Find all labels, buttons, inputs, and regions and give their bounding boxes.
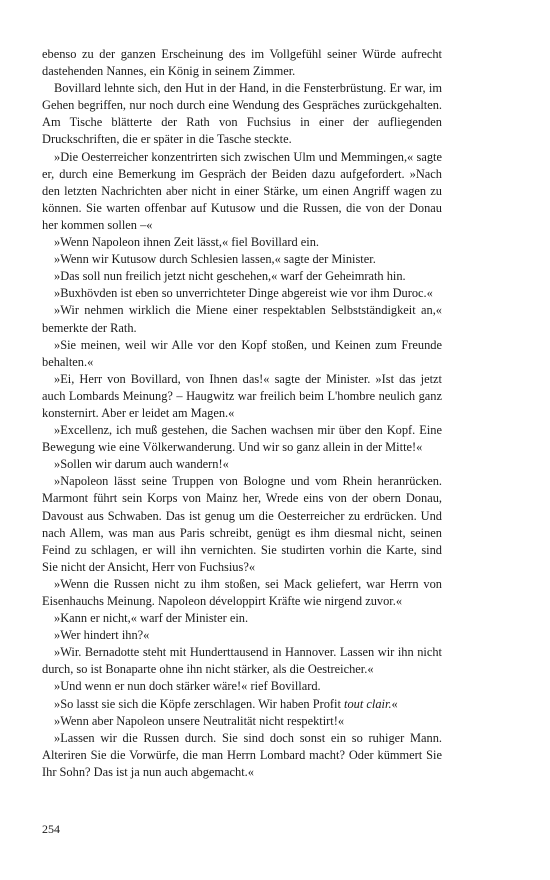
paragraph: »Kann er nicht,« warf der Minister ein. (54, 611, 249, 626)
paragraph: »Wenn aber Napoleon unsere Neutralität nicht respektirt!« (54, 713, 345, 728)
paragraph: »Das soll nun freilich jetzt nicht geschehen,« warf der Geheimrath hin. (54, 269, 406, 284)
paragraph: »Excellenz, ich muß gestehen, die Sachen wachsen mir über den Kopf. Eine Bewegung wie eine Völkerwanderung. Und wir so ganz allein in der Mitte!« (42, 423, 442, 455)
paragraph: »Wenn Napoleon ihnen Zeit lässt,« fiel Bovillard ein. (54, 235, 319, 250)
closing-quote: « (391, 696, 398, 711)
paragraph-text: »So lasst sie sich die Köpfe zerschlagen. Wir haben Profit (54, 696, 345, 711)
paragraph: »Wir nehmen wirklich die Miene einer respektablen Selbstständigkeit an,« bemerkte der Rath. (42, 303, 442, 335)
paragraph: »Sollen wir darum auch wandern!« (54, 457, 229, 472)
body-text (42, 46, 442, 781)
italic-phrase: tout clair. (344, 696, 392, 711)
paragraph: »Ei, Herr von Bovillard, von Ihnen das!« sagte der Minister. »Ist das jetzt auch Lombards Meinung? – Haugwitz war freilich beim L'hombre neulich ganz konsternirt. Aber er leidet am Magen.« (42, 371, 442, 420)
paragraph: »Wenn wir Kutusow durch Schlesien lassen,« sagte der Minister. (54, 252, 376, 267)
paragraph: »Lassen wir die Russen durch. Sie sind doch sonst ein so ruhiger Mann. Alteriren Sie die Vorwürfe, die man Herrn Lombard macht? Oder kümmert Sie Ihr Sohn? Das ist ja nun auch abgemacht.« (42, 730, 442, 779)
paragraph (42, 696, 442, 713)
paragraph: »Wenn die Russen nicht zu ihm stoßen, sei Mack geliefert, war Herrn von Eisenhauchs Meinung. Napoleon développirt Kräfte wie nirgend zuvor.« (42, 576, 442, 608)
page-number: 254 (42, 822, 60, 836)
paragraph: »Sie meinen, weil wir Alle vor den Kopf stoßen, und Keinen zum Freunde behalten.« (42, 337, 442, 369)
paragraph: »Buxhövden ist eben so unverrichteter Dinge abgereist wie vor ihm Duroc.« (54, 286, 433, 301)
paragraph: »Wer hindert ihn?« (54, 628, 150, 643)
paragraph: »Und wenn er nun doch stärker wäre!« rief Bovillard. (54, 679, 321, 694)
paragraph: »Napoleon lässt seine Truppen von Bologne und vom Rhein heranrücken. Marmont führt sein Korps von Mainz her, Wrede eins von der obern Donau, Davoust aus Schwaben. Das ist genug um die Oesterreicher zu erdrücken. Und nach Allem, was man aus Paris schreibt, genügt es ihm diesmal nicht, seinen Feind zu schlagen, er will ihn vernichten. Sie studirten vorhin die Karte, sind Sie nicht der Ansicht, Herr von Fuchsius?« (42, 474, 442, 574)
paragraph: »Die Oesterreicher konzentrirten sich zwischen Ulm und Memmingen,« sagte er, durch eine Bemerkung im Gespräch der Beiden dazu aufgefordert. »Nach den letzten Nachrichten aber nicht in einer Stärke, um einen Angriff wagen zu können. Sie warten offenbar auf Kutusow und die Russen, die von der Donau her kommen sollen –« (42, 149, 442, 232)
paragraph: ebenso zu der ganzen Erscheinung des im Vollgefühl seiner Würde aufrecht dastehenden Nannes, ein König in seinem Zimmer. (42, 47, 442, 79)
paragraph: »Wir. Bernadotte steht mit Hunderttausend in Hannover. Lassen wir ihn nicht durch, so ist Bonaparte ohne ihn nicht stärker, als die Oestreicher.« (42, 645, 442, 677)
paragraph: Bovillard lehnte sich, den Hut in der Hand, in die Fensterbrüstung. Er war, im Gehen begriffen, nur noch durch eine Wendung des Gespräches zurückgehalten. Am Tische blätterte der Rath von Fuchsius in einer der aufliegenden Druckschriften, die er später in die Tasche steckte. (42, 81, 442, 147)
